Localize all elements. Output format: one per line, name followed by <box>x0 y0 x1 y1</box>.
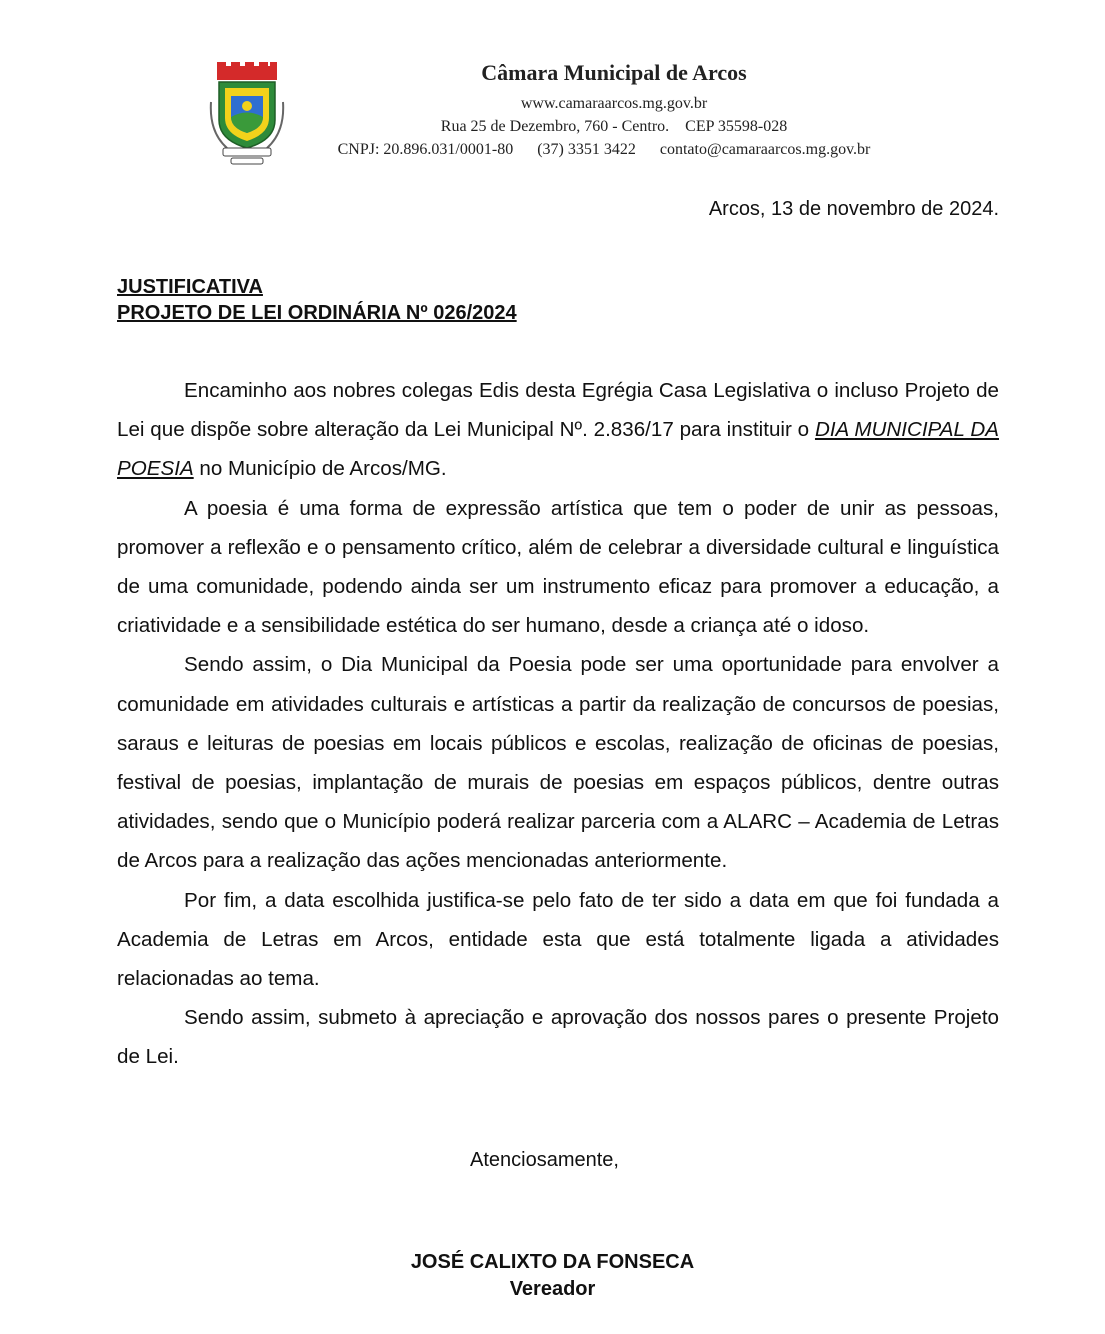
address-line <box>0 118 1105 136</box>
organization-name: Câmara Municipal de Arcos <box>481 60 747 85</box>
heading-title: JUSTIFICATIVA <box>117 276 263 298</box>
contact-line <box>0 141 1105 159</box>
paragraph-5: Sendo assim, submeto à apreciação e aprovação dos nossos pares o presente Projeto de Lei. <box>117 1006 999 1069</box>
closing-salutation: Atenciosamente, <box>470 1149 619 1171</box>
paragraph-3: Sendo assim, o Dia Municipal da Poesia pode ser uma oportunidade para envolver a comunidade em atividades culturais e artísticas a partir da realização de concursos de poesias, saraus e leituras de poesias em locais públicos e escolas, realização de oficinas de poesias, festival de poesias, implantação de murais de poesias em espaços públicos, dentre outras atividades, sendo que o Município poderá realizar parceria com a ALARC – Academia de Letras de Arcos para a realização das ações mencionadas anteriormente. <box>117 653 999 873</box>
heading-bill-number: PROJETO DE LEI ORDINÁRIA Nº 026/2024 <box>117 302 517 324</box>
signatory-role: Vereador <box>509 1278 596 1300</box>
justification-body <box>117 371 999 1077</box>
paragraph-2: A poesia é uma forma de expressão artística que tem o poder de unir as pessoas, promover a reflexão e o pensamento crítico, além de celebrar a diversidade cultural e linguística de uma comunidade, podendo ainda ser um instrumento eficaz para promover a educação, a criatividade e a sensibilidade estética do ser humano, desde a criança até o idoso. <box>117 496 999 638</box>
website-link[interactable]: www.camaraarcos.mg.gov.br <box>520 95 708 112</box>
paragraph-1-end: no Município de Arcos/MG. <box>193 457 447 481</box>
date-line: Arcos, 13 de novembro de 2024. <box>708 198 999 220</box>
cnpj-number: CNPJ: 20.896.031/0001-80 <box>337 141 514 158</box>
email-address[interactable]: contato@camaraarcos.mg.gov.br <box>659 141 871 158</box>
paragraph-4: Por fim, a data escolhida justifica-se pelo fato de ter sido a data em que foi fundada a Academia de Letras em Arcos, entidade esta que está totalmente ligada a atividades relacionadas ao tema. <box>117 888 999 991</box>
emphasized-title: DIA MUNICIPAL DA POESIA <box>117 418 999 481</box>
phone-number: (37) 3351 3422 <box>537 141 636 158</box>
signatory-name: JOSÉ CALIXTO DA FONSECA <box>410 1251 695 1273</box>
document-heading <box>117 274 517 326</box>
paragraph-1 <box>117 371 999 489</box>
paragraph-1-text: Encaminho aos nobres colegas Edis desta Egrégia Casa Legislativa o incluso Projeto de Lei que dispõe sobre alteração da Lei Municipal Nº. 2.836/17 para instituir o <box>117 379 999 442</box>
postal-code: CEP 35598-028 <box>685 118 788 135</box>
street-address: Rua 25 de Dezembro, 760 - Centro. <box>440 118 670 135</box>
